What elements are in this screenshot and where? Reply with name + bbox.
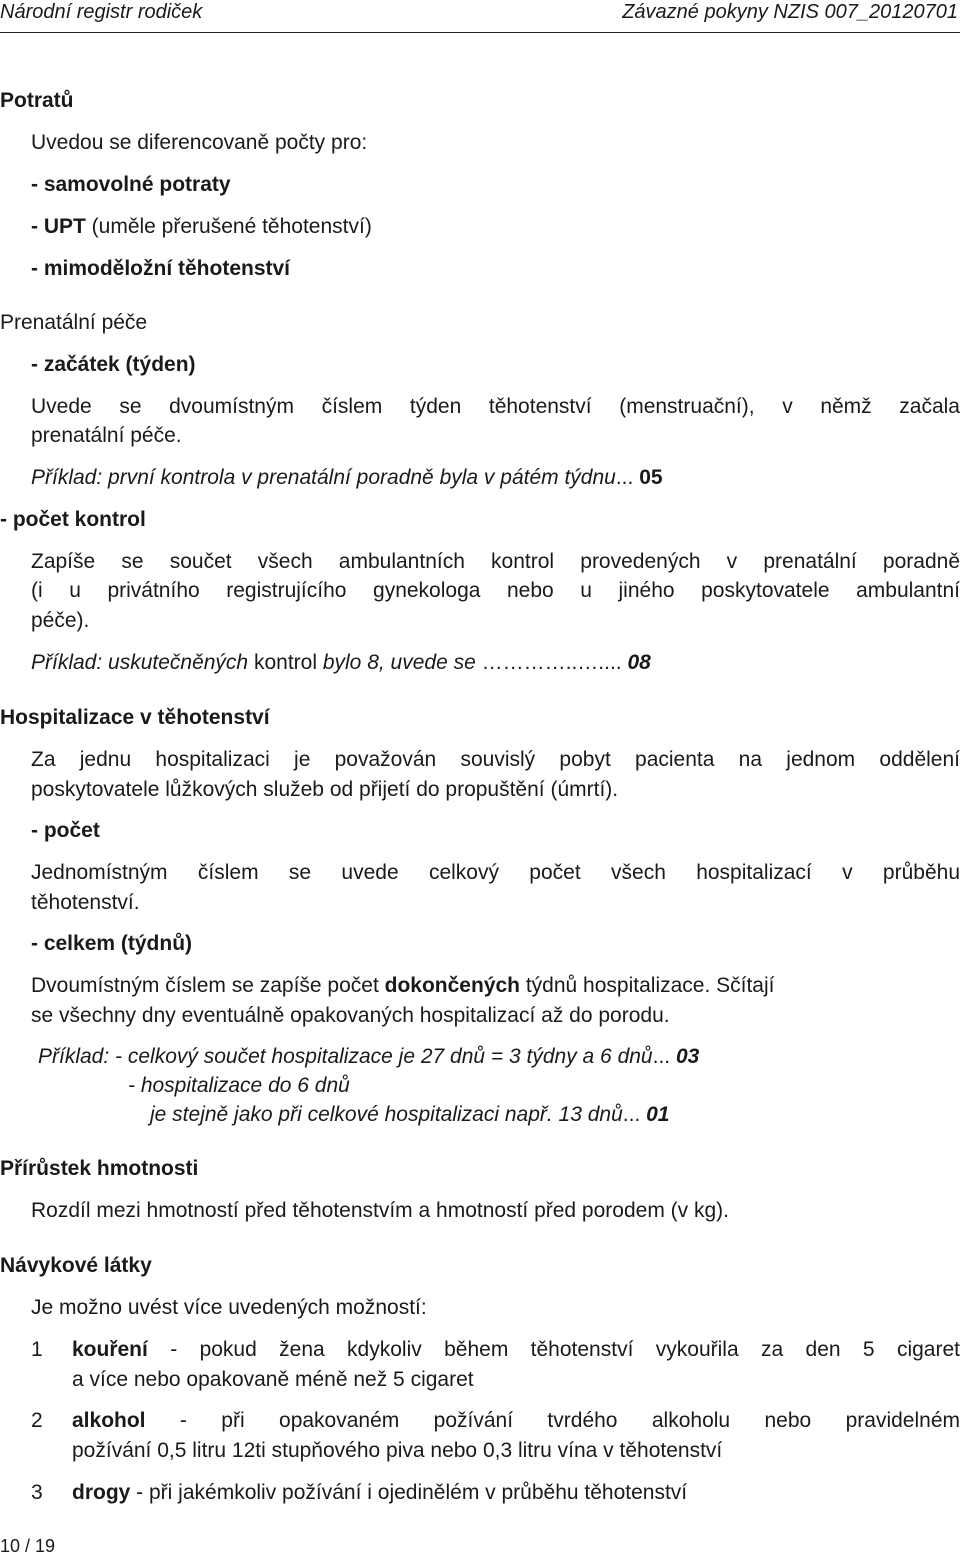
hospital-total-label: - celkem (týdnů) xyxy=(31,932,193,955)
habits-item-3-line xyxy=(72,1478,687,1508)
hospital-example-line-2: - hospitalizace do 6 dnů xyxy=(128,1074,350,1097)
section-heading-weight: Přírůstek hmotnosti xyxy=(0,1157,199,1180)
prenatal-count-text-1: Zapíše se součet všech ambulantních kontrol provedených v prenatální poradně xyxy=(31,550,960,573)
habits-item-3-term: drogy xyxy=(72,1481,131,1504)
habits-item-2-term: alkohol xyxy=(72,1409,146,1432)
prenatal-example-2-value: 08 xyxy=(621,651,651,674)
potratu-item-1: - samovolné potraty xyxy=(31,173,231,196)
habits-item-1-line-1 xyxy=(72,1335,960,1365)
habits-item-1-number: 1 xyxy=(31,1338,43,1361)
page-header xyxy=(0,0,960,33)
prenatal-example-2 xyxy=(31,648,651,678)
prenatal-start-label: - začátek (týden) xyxy=(31,353,196,376)
section-heading-habits: Návykové látky xyxy=(0,1254,152,1277)
hospital-total-text-2: se všechny dny eventuálně opakovaných hospitalizací až do porodu. xyxy=(31,1004,670,1027)
hospital-total-text-c: týdnů hospitalizace. Sčítají xyxy=(520,974,775,997)
header-left: Národní registr rodiček xyxy=(0,1,203,23)
habits-item-1-term: kouření xyxy=(72,1338,148,1361)
hospital-example-line-1-dots: ... xyxy=(652,1045,671,1068)
hospital-example-line-1-value: 03 xyxy=(670,1045,700,1068)
hospital-example-label: Příklad xyxy=(38,1045,104,1068)
habits-item-1-line-2: a více nebo opakovaně méně než 5 cigaret xyxy=(72,1368,474,1391)
hospital-example-line-3-dots: ... xyxy=(622,1103,641,1126)
page-number: 10 / 19 xyxy=(0,1536,56,1556)
prenatal-example-2-c: bylo 8, uvede se xyxy=(317,651,476,674)
section-heading-hospital: Hospitalizace v těhotenství xyxy=(0,706,270,729)
prenatal-count-text-2: (i u privátního registrujícího gynekologa nebo u jiného poskytovatele ambulantní xyxy=(31,579,960,602)
prenatal-example-1-dots: ... xyxy=(615,466,634,489)
potratu-item-2-term: - UPT xyxy=(31,215,86,238)
hospital-example-line-1 xyxy=(38,1042,699,1072)
hospital-example-line-3 xyxy=(150,1100,670,1130)
potratu-intro: Uvedou se diferencovaně počty pro: xyxy=(31,131,368,154)
hospital-total-text-b: dokončených xyxy=(384,974,521,997)
habits-item-3-number: 3 xyxy=(31,1481,43,1504)
habits-item-1-text: - pokud žena kdykoliv během těhotenství vykouřila za den 5 cigaret xyxy=(147,1338,960,1361)
prenatal-count-label: - počet kontrol xyxy=(0,508,146,531)
habits-item-2-text: - při opakovaném požívání tvrdého alkoholu nebo pravidelném xyxy=(145,1409,960,1432)
hospital-count-label: - počet xyxy=(31,819,100,842)
prenatal-example-1-text: Příklad: první kontrola v prenatální poradně byla v pátém týdnu xyxy=(31,466,616,489)
prenatal-example-2-dots: …………..….... xyxy=(475,651,622,674)
potratu-item-3: - mimoděložní těhotenství xyxy=(31,257,291,280)
section-heading-potratu: Potratů xyxy=(0,89,74,112)
hospital-def-2: poskytovatele lůžkových služeb od přijetí do propuštění (úmrtí). xyxy=(31,778,619,801)
prenatal-example-2-b: kontrol xyxy=(248,651,317,674)
prenatal-count-text-3: péče). xyxy=(31,609,90,632)
hospital-def-1: Za jednu hospitalizaci je považován souvislý pobyt pacienta na jednom oddělení xyxy=(31,748,960,771)
habits-item-2-line-2: požívání 0,5 litru 12ti stupňového piva nebo 0,3 litru vína v těhotenství xyxy=(72,1439,723,1462)
hospital-count-text-1: Jednomístným číslem se uvede celkový počet všech hospitalizací v průběhu xyxy=(31,861,960,884)
prenatal-start-text-2: prenatální péče. xyxy=(31,424,182,447)
header-right: Závazné pokyny NZIS 007_20120701 xyxy=(622,1,958,23)
weight-text: Rozdíl mezi hmotností před těhotenstvím a hmotností před porodem (v kg). xyxy=(31,1199,729,1222)
habits-item-3-text: - při jakémkoliv požívání i ojedinělém v průběhu těhotenství xyxy=(130,1481,688,1504)
hospital-example-line-1-text: : - celkový součet hospitalizace je 27 dnů = 3 týdny a 6 dnů xyxy=(103,1045,653,1068)
habits-item-2-number: 2 xyxy=(31,1409,43,1432)
prenatal-example-2-a: Příklad: uskutečněných xyxy=(31,651,249,674)
prenatal-example-1 xyxy=(31,463,663,493)
prenatal-start-text-1: Uvede se dvoumístným číslem týden těhotenství (menstruační), v němž začala xyxy=(31,395,960,418)
potratu-item-2-text: (uměle přerušené těhotenství) xyxy=(85,215,372,238)
section-heading-prenatal: Prenatální péče xyxy=(0,311,148,334)
hospital-total-text-a: Dvoumístným číslem se zapíše počet xyxy=(31,974,385,997)
habits-intro: Je možno uvést více uvedených možností: xyxy=(31,1296,427,1319)
habits-item-2-line-1 xyxy=(72,1406,960,1436)
prenatal-example-1-value: 05 xyxy=(633,466,663,489)
hospital-total-text-1 xyxy=(31,971,960,1001)
hospital-example-line-3-value: 01 xyxy=(640,1103,670,1126)
potratu-item-2 xyxy=(31,212,372,242)
hospital-example-line-3-text: je stejně jako při celkové hospitalizaci např. 13 dnů xyxy=(150,1103,623,1126)
hospital-count-text-2: těhotenství. xyxy=(31,891,140,914)
